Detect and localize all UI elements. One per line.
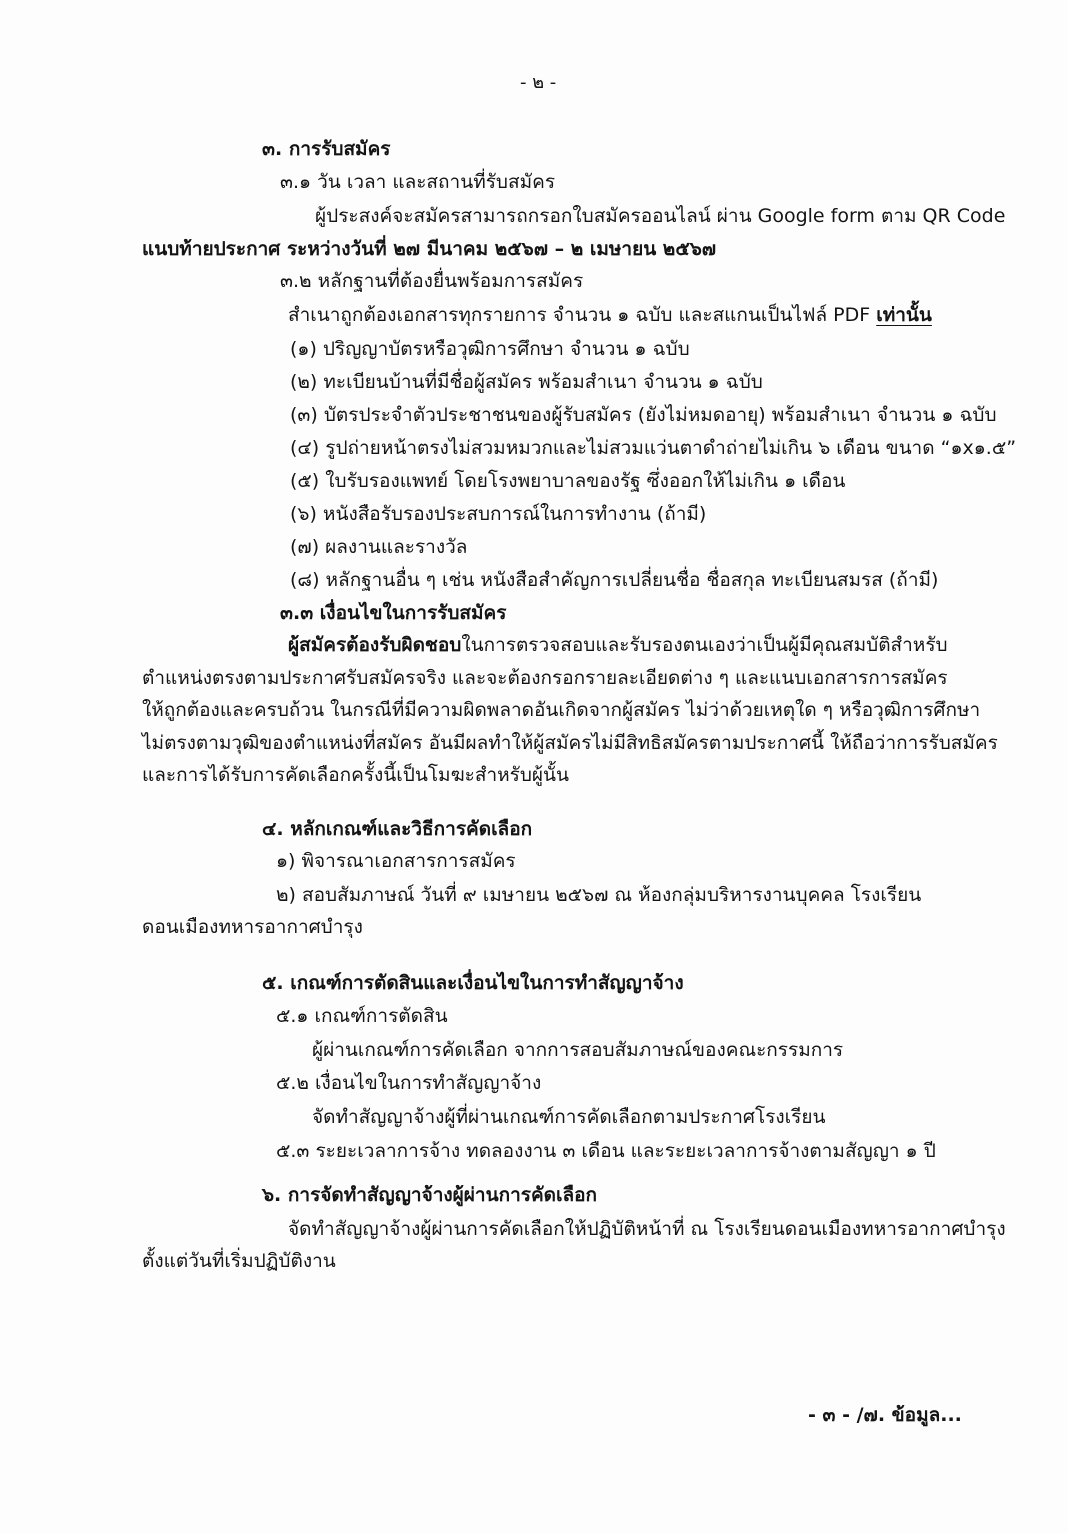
section-5-3-text: ๕.๓ ระยะเวลาการจ้าง ทดลองงาน ๓ เดือน และระยะเวลาการจ้างตามสัญญา ๑ ปี: [276, 1140, 936, 1162]
section-3-2-intro-emphasis: เท่านั้น: [876, 304, 932, 326]
section-5-1-heading: ๕.๑ เกณฑ์การตัดสิน: [276, 1005, 448, 1027]
section-6-line-1: จัดทำสัญญาจ้างผู้ผ่านการคัดเลือกให้ปฏิบัติหน้าที่ ณ โรงเรียนดอนเมืองทหารอากาศบำรุง: [288, 1218, 1006, 1240]
section-3-3-line-2: ตำแหน่งตรงตามประกาศรับสมัครจริง และจะต้องกรอกรายละเอียดต่าง ๆ และแนบเอกสารการสมัคร: [142, 667, 948, 689]
section-3-2-intro: [288, 302, 932, 328]
section-3-2-intro-text: สำเนาถูกต้องเอกสารทุกรายการ จำนวน ๑ ฉบับ และสแกนเป็นไฟล์ PDF: [288, 304, 871, 326]
section-4-item-2-line-2: ดอนเมืองทหารอากาศบำรุง: [142, 916, 363, 938]
evidence-item-4: (๔) รูปถ่ายหน้าตรงไม่สวมหมวกและไม่สวมแว่นตาดำถ่ายไม่เกิน ๖ เดือน ขนาด “๑x๑.๕”: [290, 437, 1017, 459]
section-3-3-line-5: และการได้รับการคัดเลือกครั้งนี้เป็นโมฆะสำหรับผู้นั้น: [142, 764, 570, 786]
section-6-heading: ๖. การจัดทำสัญญาจ้างผู้ผ่านการคัดเลือก: [262, 1184, 598, 1206]
section-4-item-1: ๑) พิจารณาเอกสารการสมัคร: [276, 850, 516, 872]
evidence-item-6: (๖) หนังสือรับรองประสบการณ์ในการทำงาน (ถ้ามี): [290, 503, 707, 525]
section-4-item-2-line-1: ๒) สอบสัมภาษณ์ วันที่ ๙ เมษายน ๒๕๖๗ ณ ห้องกลุ่มบริหารงานบุคคล โรงเรียน: [276, 884, 922, 906]
section-3-3-line-1: [288, 632, 948, 658]
section-5-2-heading: ๕.๒ เงื่อนไขในการทำสัญญาจ้าง: [276, 1072, 542, 1094]
evidence-item-3: (๓) บัตรประจำตัวประชาชนของผู้รับสมัคร (ยังไม่หมดอายุ) พร้อมสำเนา จำนวน ๑ ฉบับ: [290, 404, 997, 426]
section-3-heading: ๓. การรับสมัคร: [262, 138, 391, 160]
evidence-item-2: (๒) ทะเบียนบ้านที่มีชื่อผู้สมัคร พร้อมสำเนา จำนวน ๑ ฉบับ: [290, 371, 763, 393]
section-4-heading: ๔. หลักเกณฑ์และวิธีการคัดเลือก: [262, 818, 533, 840]
section-3-3-heading: ๓.๓ เงื่อนไขในการรับสมัคร: [280, 602, 507, 624]
section-5-heading: ๕. เกณฑ์การตัดสินและเงื่อนไขในการทำสัญญาจ้าง: [262, 972, 684, 994]
section-3-1-heading: ๓.๑ วัน เวลา และสถานที่รับสมัคร: [280, 171, 556, 193]
section-6-line-2: ตั้งแต่วันที่เริ่มปฏิบัติงาน: [142, 1250, 336, 1272]
section-3-3-line-3: ให้ถูกต้องและครบถ้วน ในกรณีที่มีความผิดพลาดอันเกิดจากผู้สมัคร ไม่ว่าด้วยเหตุใด ๆ หรือวุฒิการศึกษา: [142, 699, 981, 721]
section-3-3-line-1-rest: ในการตรวจสอบและรับรองตนเองว่าเป็นผู้มีคุณสมบัติสำหรับ: [461, 634, 948, 656]
section-3-3-line-1-bold: ผู้สมัครต้องรับผิดชอบ: [288, 634, 462, 656]
section-3-3-line-4: ไม่ตรงตามวุฒิของตำแหน่งที่สมัคร อันมีผลทำให้ผู้สมัครไม่มีสิทธิสมัครตามประกาศนี้ ให้ถือว่าการรับสมัคร: [142, 732, 998, 754]
section-3-1-para-line-2: แนบท้ายประกาศ ระหว่างวันที่ ๒๗ มีนาคม ๒๕๖๗ – ๒ เมษายน ๒๕๖๗: [142, 238, 717, 260]
evidence-item-8: (๘) หลักฐานอื่น ๆ เช่น หนังสือสำคัญการเปลี่ยนชื่อ ชื่อสกุล ทะเบียนสมรส (ถ้ามี): [290, 569, 939, 591]
section-3-1-para-line-1: ผู้ประสงค์จะสมัครสามารถกรอกใบสมัครออนไลน์ ผ่าน Google form ตาม QR Code: [315, 205, 1006, 227]
evidence-item-1: (๑) ปริญญาบัตรหรือวุฒิการศึกษา จำนวน ๑ ฉบับ: [290, 338, 690, 360]
evidence-item-7: (๗) ผลงานและรางวัล: [290, 536, 468, 558]
section-5-1-text: ผู้ผ่านเกณฑ์การคัดเลือก จากการสอบสัมภาษณ์ของคณะกรรมการ: [312, 1039, 844, 1061]
section-3-2-heading: ๓.๒ หลักฐานที่ต้องยื่นพร้อมการสมัคร: [280, 270, 584, 292]
evidence-item-5: (๕) ใบรับรองแพทย์ โดยโรงพยาบาลของรัฐ ซึ่งออกให้ไม่เกิน ๑ เดือน: [290, 470, 846, 492]
section-5-2-text: จัดทำสัญญาจ้างผู้ที่ผ่านเกณฑ์การคัดเลือกตามประกาศโรงเรียน: [312, 1106, 826, 1128]
page-number: - ๒ -: [520, 72, 557, 93]
next-page-reference: - ๓ - /๗. ข้อมูล...: [808, 1404, 962, 1426]
